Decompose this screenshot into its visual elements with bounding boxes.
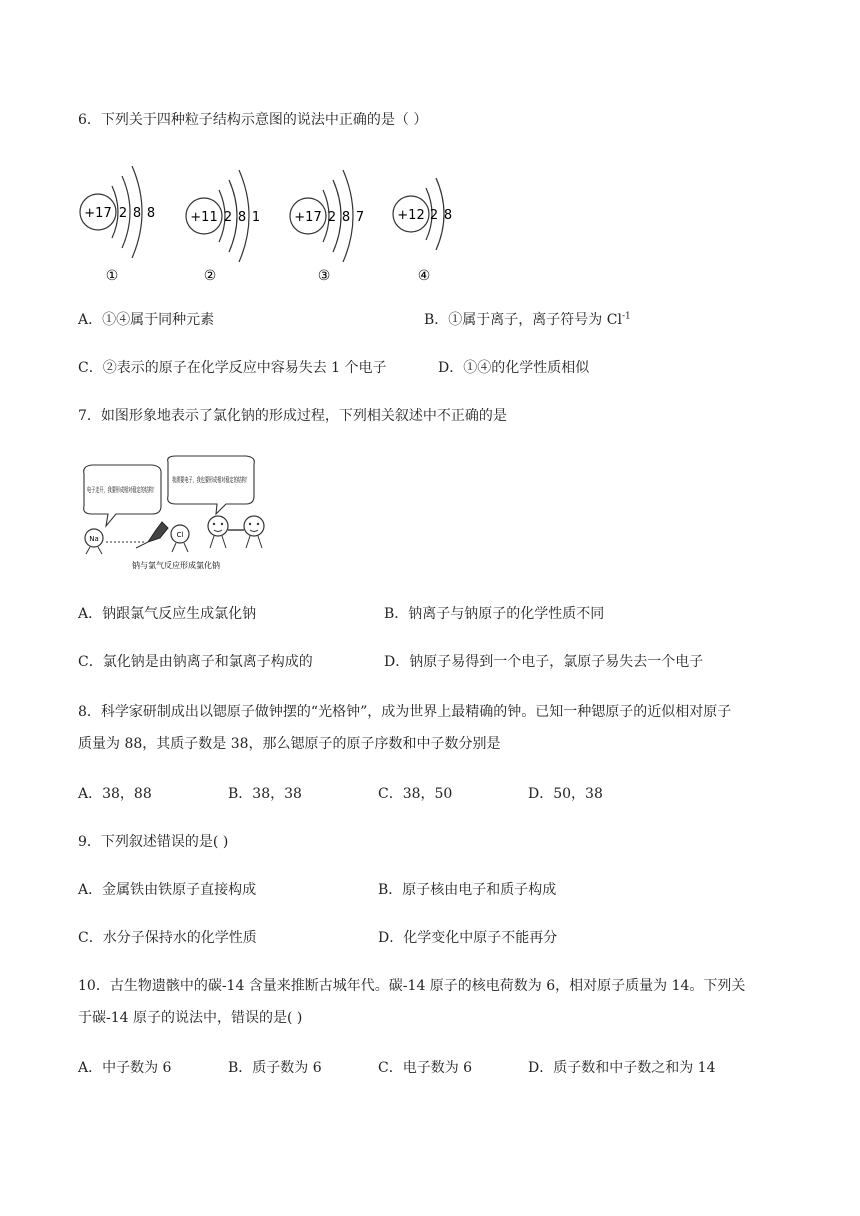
q8-option-d: D．50，38	[528, 786, 603, 802]
atom-3-nucleus: +17	[294, 210, 322, 225]
sodium-chloride-illustration	[76, 456, 305, 574]
atom-3-shell-1: 2	[327, 210, 337, 225]
atom-1-shell-2: 8	[132, 206, 142, 221]
q8-option-b: B．38，38	[228, 786, 302, 802]
atom-1-label: ①	[105, 268, 119, 284]
q8-stem-line-2: 质量为 88，其质子数是 38，那么锶原子的原子序数和中子数分别是	[78, 736, 501, 752]
atom-diagram-4	[393, 178, 452, 284]
atom-2-nucleus: +11	[190, 210, 218, 225]
atom-1-shell-3: 8	[146, 206, 156, 221]
atom-3-shell-3: 7	[355, 210, 365, 225]
q7-option-d: D．钠原子易得到一个电子，氯原子易失去一个电子	[384, 654, 704, 670]
atom-structure-diagrams	[76, 158, 476, 288]
atom-4-shell-2: 8	[443, 208, 453, 223]
q7-option-c: C．氯化钠是由钠离子和氯离子构成的	[78, 654, 313, 670]
atom-2-shell-1: 2	[223, 210, 233, 225]
q8-option-a: A．38，88	[78, 786, 152, 802]
cl-label: Cl	[176, 531, 184, 539]
atom-3-shell-2: 8	[341, 210, 351, 225]
q6-option-c: C．②表示的原子在化学反应中容易失去 1 个电子	[78, 360, 387, 376]
atom-3-label: ③	[317, 268, 331, 284]
q6-option-d: D．①④的化学性质相似	[438, 360, 590, 376]
q10-stem-line-1: 10．古生物遗骸中的碳-14 含量来推断古城年代。碳-14 原子的核电荷数为 6，相对原子质量为 14。下列关	[78, 978, 746, 994]
atom-4-shell-1: 2	[429, 208, 439, 223]
q6-option-a: A．①④属于同种元素	[78, 312, 215, 328]
q10-option-c: C．电子数为 6	[378, 1060, 473, 1076]
atom-diagram-2	[186, 170, 260, 284]
q7-option-b: B．钠离子与钠原子的化学性质不同	[384, 606, 605, 622]
atom-1-nucleus: +17	[84, 206, 112, 221]
q9-option-b: B．原子核由电子和质子构成	[378, 882, 557, 898]
atom-2-label: ②	[203, 268, 217, 284]
atom-4-nucleus: +12	[397, 208, 425, 223]
q9-option-a: A．金属铁由铁原子直接构成	[78, 882, 257, 898]
q10-option-b: B．质子数为 6	[228, 1060, 322, 1076]
atom-4-label: ④	[417, 268, 431, 284]
atom-2-shell-2: 8	[237, 210, 247, 225]
q6-option-b-text: B．①属于离子，离子符号为 Cl	[424, 312, 622, 328]
q6-option-b	[424, 310, 631, 330]
atom-2-shell-3: 1	[251, 210, 261, 225]
q9-option-c: C．水分子保持水的化学性质	[78, 930, 257, 946]
q9-option-d: D．化学变化中原子不能再分	[378, 930, 558, 946]
atom-diagram-3	[290, 170, 364, 284]
bubble-right-text: 我需要电子，我也要形成相对稳定的结构！	[172, 476, 305, 484]
q10-option-d: D．质子数和中子数之和为 14	[528, 1060, 716, 1076]
q8-stem-line-1: 8．科学家研制成出以锶原子做钟摆的“光格钟”，成为世界上最精确的钟。已知一种锶原子的近似相对原子	[78, 704, 732, 720]
atom-1-shell-1: 2	[118, 206, 128, 221]
na-label: Na	[89, 535, 99, 543]
q10-option-a: A．中子数为 6	[78, 1060, 172, 1076]
atom-diagram-1	[80, 166, 155, 284]
illustration-caption: 钠与氯气反应形成氯化钠	[132, 561, 220, 570]
q9-stem: 9．下列叙述错误的是( )	[78, 834, 229, 850]
bubble-left-text: 电子走开，我要形成相对稳定的结构！	[87, 486, 206, 494]
q7-option-a: A．钠跟氯气反应生成氯化钠	[78, 606, 257, 622]
q6-option-b-charge: -1	[621, 311, 631, 322]
q6-stem: 6．下列关于四种粒子结构示意图的说法中正确的是（ ）	[78, 112, 428, 128]
q10-stem-line-2: 于碳-14 原子的说法中，错误的是( )	[78, 1010, 303, 1026]
q7-stem: 7．如图形象地表示了氯化钠的形成过程，下列相关叙述中不正确的是	[78, 408, 507, 424]
q8-option-c: C．38，50	[378, 786, 453, 802]
